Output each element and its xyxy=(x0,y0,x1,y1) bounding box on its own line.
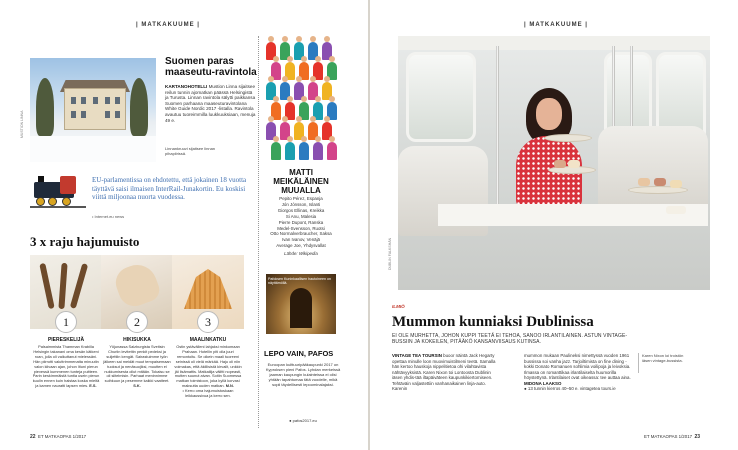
train-wheel xyxy=(62,197,71,206)
glove xyxy=(111,259,162,310)
bus-interior-photo xyxy=(398,36,710,290)
manor-body xyxy=(165,84,257,123)
window xyxy=(115,97,120,104)
footer xyxy=(30,434,86,440)
section-tag: | MATKAKUUME | xyxy=(136,22,200,28)
perfume-item-body: Ostin ystävälleni lahjaksi minkomaan Prahaan. Hotellin piti olla juuri remontoitu. Se oikein maali tuoreeni seinissä oli vielä märkää. Haju oli niin voimakas, että äkillisistä kirvailt, unkkin jäi lisämattis. Matkailija välitti nopeasti, mutten suunut aivan. Soitin Suomessa matkan toimistoon, joka kyllä korvasi maksutta uuden matkan. xyxy=(174,344,242,389)
people-title: MATTI MEIKÄLÄINEN MUUALLA xyxy=(273,168,329,195)
orange-sculpture xyxy=(184,269,232,309)
woman-face xyxy=(536,98,562,130)
caption-rule xyxy=(638,353,639,373)
perfume-item-body: Yöjunassa Salzburgista Sveitsin Churiin levitettin penkit pedeksi ja suljettiin kengät. Sairastuimme työn jälkeen sai meidät muut tempaisemaan tuoksut ja nenäsuojiksi, muutten ei nukkumisesta ollut mitään. Tokaisu se oli siitelmisin. Parhaat meninnimme suihkuun ja pesemme kaikki vaatteet. xyxy=(103,344,171,384)
manor-text: Mustion Linna sijaitsee reilun tunnin ajomatkan päässä Helsingistä ja Turusta. Linnan ravintola sälytti paikkansa Suomen parhaana maaseuturavintolana White Guide Nordic 2017 -listalla. Ravintola avautuu tuoreimmilla luukkuuksiaan, menuja 49 e. xyxy=(165,84,256,123)
cake xyxy=(654,178,666,186)
people-list-item: Pierre Dupont, Ranska xyxy=(278,219,324,225)
paphos-title: LEPO VAIN, PAFOS xyxy=(264,349,334,358)
quote-source-label: Internet.eu news xyxy=(94,214,125,219)
perfume-item-name: HIKISUKKA xyxy=(123,337,151,343)
cake xyxy=(670,180,682,188)
perfume-footnote: Kerro oma hajumuistoskaan leikkaussivua ja kerro sen. xyxy=(185,388,234,399)
chocolate-stick xyxy=(70,263,88,309)
person-figure xyxy=(299,142,309,160)
manor-caption: Linnankruuvi sijaitsee linnan pihapiirissä. xyxy=(165,146,216,156)
manor-lead: KARTANOHOTELLI xyxy=(165,84,208,89)
people-list-item: Otto Normalverbraucher, Saksa xyxy=(270,231,332,237)
quote-source: • Internet.eu news xyxy=(92,214,125,219)
person-figure xyxy=(327,142,337,160)
bus-pole xyxy=(496,46,499,206)
window xyxy=(115,111,120,118)
chocolate-stick xyxy=(39,263,54,309)
people-illustration xyxy=(262,32,338,162)
cake xyxy=(568,160,580,168)
manor-title: Suomen paras maaseutu-ravintola xyxy=(165,56,257,78)
perfume-item-sign: E.S. xyxy=(89,383,97,389)
article-deck: EI OLE MURHETTA, JOHON KUPPI TEETÄ EI TEHOA, SANOO IRLANTILAINEN. ASTUN VINTAGE-BUSSIIN JA KOKEILEN, PITÄÄKÖ KANSANVIISAUS KUTINSA. xyxy=(392,333,628,345)
photo-credit: DUBLIN FALKSHÄN xyxy=(388,237,392,270)
person-figure xyxy=(271,142,281,160)
section-tag-label: MATKAKUUME xyxy=(141,22,195,28)
people-list-item: Medel-Svensson, Ruotsi xyxy=(277,225,325,231)
people-list xyxy=(262,196,340,257)
cake-stand xyxy=(544,134,592,142)
footer xyxy=(644,434,700,440)
page-number: 23 xyxy=(694,434,701,440)
manor-house xyxy=(64,88,126,130)
paphos-body: Euroopan kulttuuripääkaupunki 2017 on Kyproksen pieni Pafos. Lyhdan merkeissä jaaman kaupungin kulainteissa ei olisi yhtään tapahtumaa tätä vuodelle, mikä sopii täydellisesti lepoominalajaksi. xyxy=(265,362,341,387)
section-tag: | MATKAKUUME | xyxy=(524,22,588,28)
toy-train-photo xyxy=(30,174,86,210)
article-headline: Mummon kunniaksi Dublinissa xyxy=(392,314,594,330)
number-badge: 2 xyxy=(126,311,148,333)
paphos-caption: Pafoksen Kuninkaallisen hautoineen on näyttämöllä. xyxy=(268,277,331,286)
train-wheel xyxy=(48,197,57,206)
perfume-item-name: PIERESKELIJÄ xyxy=(47,337,85,343)
window xyxy=(81,97,86,104)
train-track xyxy=(30,206,86,208)
article-column-2: mummon mukaan Paulineksi nimettyssä vuoden 1961 bussissa soi vanha jazz. Tarjoiltimista on fine dining -kokki Donato Romanuen sohlimia voilipoja ja leivoksia. Ilmassa on romanttikaa irlantilaiselta huumorilla höystettynä. Irlantilaiset ovat oikeassa: tee auttaa aina. MIDONA LAAKSO ● 13 tunnin kierros 40–50 e. vintagetea tours.ie xyxy=(524,353,631,391)
article-lead: VINTAGE TEA TOURSIN xyxy=(392,353,442,358)
photo-credit: MUSTION LINNA xyxy=(20,110,24,138)
paphos-url-label: pafos2017.eu xyxy=(292,418,317,423)
page-number: 22 xyxy=(30,434,36,440)
people-list-item: Ivan Ivanov, Venäjä xyxy=(282,237,320,243)
article-column-1 xyxy=(392,353,502,392)
paphos-url: ● pafos2017.eu xyxy=(289,418,317,423)
chocolate-stick xyxy=(58,263,67,309)
people-list-item: Giorgos Ellinas, Kreikka xyxy=(277,207,325,213)
perfume-item-name: MAALINKATKU xyxy=(189,337,227,343)
magazine-name: ET MATKAOPAS 1/2017 xyxy=(38,434,87,439)
window xyxy=(71,111,76,118)
perfume-title: 3 x raju hajumuisto xyxy=(30,234,140,249)
section-tag-label: MATKAKUUME xyxy=(529,22,583,28)
number-badge: 1 xyxy=(55,311,77,333)
people-list-item: Pepito Pérez, Espanja xyxy=(279,196,323,201)
left-page xyxy=(0,0,368,450)
window xyxy=(105,97,110,104)
window xyxy=(81,111,86,118)
tree xyxy=(130,78,148,136)
perfume-item-text: Ostin ystävälleni lahjaksi minkomaan Prahaan. Hotellin piti olla juuri remontoitu. Se oikein maali tuoreeni seinissä oli vielä märkää. Haju oli niin voimakas, että äkillisistä kirvailt, unkkin jäi lisämattis. Matkailija välitti nopeasti, mutten suunut aivan. Soitin Suomessa matkan toimistoon, joka kyllä korvasi maksutta uuden matkan. M.N. • Kerro oma hajumuistoskaan leikkaussivua ja kerro sen. xyxy=(174,344,242,399)
person-figure xyxy=(285,142,295,160)
cake xyxy=(554,160,566,168)
people-list-item: Si Anu, Malesia xyxy=(285,213,317,219)
bus-seat xyxy=(598,126,708,216)
person-figure xyxy=(313,142,323,160)
cake xyxy=(638,178,650,186)
number-badge: 3 xyxy=(197,311,219,333)
article-side-caption: Karen Nixon loi troistön iäsen vintage-bussista. xyxy=(642,353,684,363)
article-info: 13 tunnin kierros 40–50 e. vintagetea tours.ie xyxy=(527,386,616,391)
window xyxy=(105,111,110,118)
tree xyxy=(36,78,54,136)
article-text: buoor näintä Jack Hegarty opettaa minulle loon muovimuistilmeni teetä. Samalla hän kertoo hauskoja nippelitietoa ohi vilahtavista nähtävyyksistä. Karen Nixon toi Lontoosta Dublinin iäsen yhdis-tää iltapäiväteen kaupunkikiertomiseen. Tehtäväin valjastettiin vanhanaikainen linja-auto. Karenin xyxy=(392,353,496,391)
article-sign: MIDONA LAAKSO xyxy=(524,380,562,386)
window xyxy=(71,97,76,104)
perfume-item-text xyxy=(103,345,171,389)
train-wheel xyxy=(36,197,45,206)
train-cab xyxy=(60,176,76,194)
magazine-name: ET MATKAOPAS 1/2017 xyxy=(644,434,693,439)
people-source: Lähde: Wikipedia xyxy=(284,251,318,257)
article-kicker: ILMIÖ xyxy=(392,304,405,309)
perfume-item-text xyxy=(32,345,100,389)
perfume-item-sign: S.K. xyxy=(133,383,141,389)
people-list-item: Average Joe, Yhdysvallat xyxy=(276,243,326,249)
perfume-item-body: Palsaimmista Thamman Krabilla Helsingin takanani oma kesän kätkeni roan, jolla oli vaikuttanut mielessäni. Hän piirrotti valuttrimmenatta minuutin valon kiivaan ajan, johon lituni pierun pievessä kummenen tunteja puitteen. Parin keskimmäistä tuntia usein pierun kuulin ennen kuin haistaa koska mieltä ja kamen nauratti lapsen mies. xyxy=(32,344,100,389)
right-page xyxy=(370,0,738,450)
article-text: mummon mukaan Paulineksi nimettyssä vuoden 1961 bussissa soi vanha jazz. Tarjoiltimista on fine dining -kokki Donato Romanuen sohlimia voilipoja ja leivoksia. Ilmassa on romanttikaa irlantilaiselta huumorilla höystettynä. Irlantilaiset ovat oikeassa: tee auttaa aina. xyxy=(524,353,631,380)
window xyxy=(93,97,98,104)
perfume-item-sign: M.N. xyxy=(225,383,234,389)
bus-ceiling xyxy=(398,36,710,50)
tomb-arch xyxy=(290,288,312,328)
snow xyxy=(30,136,156,162)
cake xyxy=(666,206,686,214)
bus-window xyxy=(406,52,476,142)
manor-photo xyxy=(30,58,156,162)
quote-text: EU-parlamentissa on ehdotettu, että jokainen 18 vuotta täyttävä saisi ilmaisen InterRail-Junakortin. Eu koskisi viittä miljoonaa nuorta vuodessa. xyxy=(92,176,247,201)
people-list-item: Jón Jónsson, Islanti xyxy=(281,201,321,207)
